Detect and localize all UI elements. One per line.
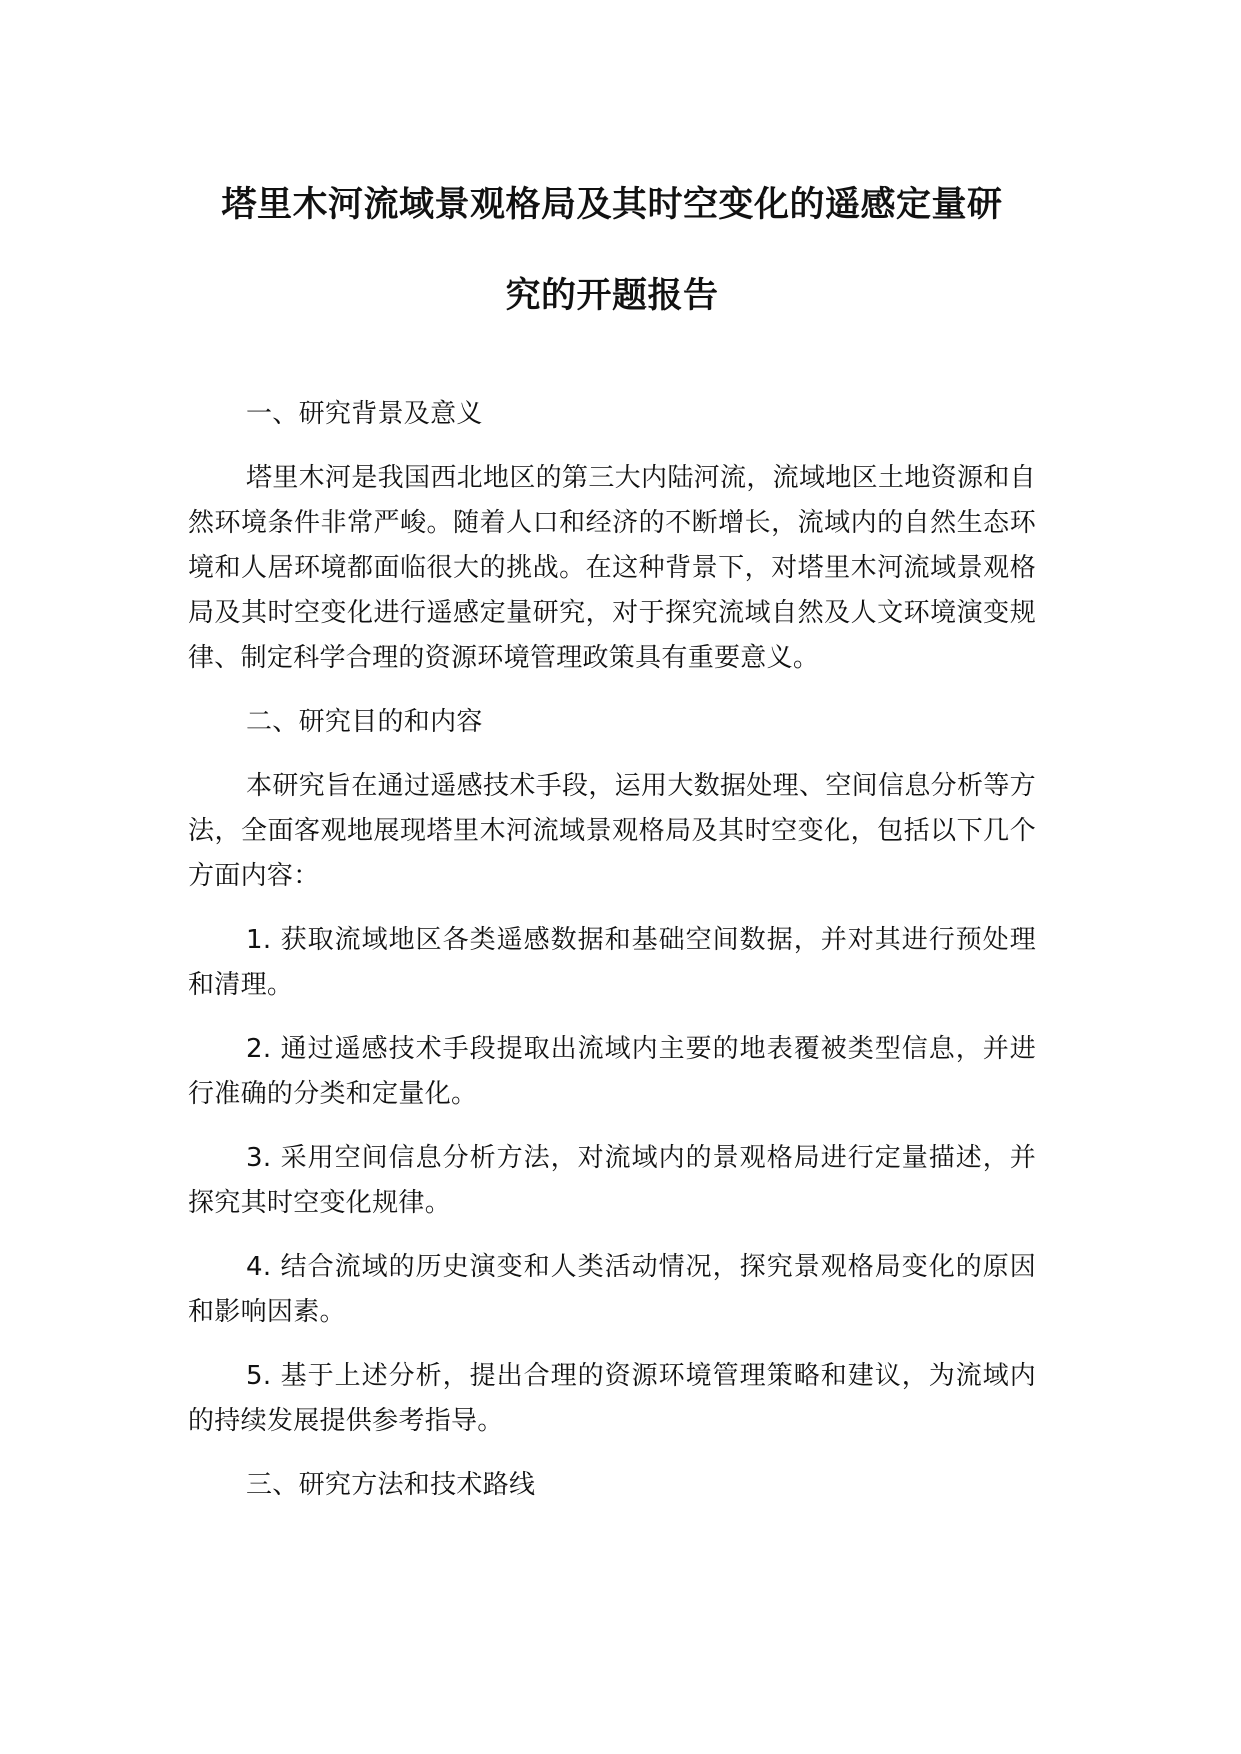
list-item: 3. 采用空间信息分析方法，对流域内的景观格局进行定量描述，并探究其时空变化规律。	[188, 1143, 1036, 1218]
section-heading-methods: 三、研究方法和技术路线	[246, 1470, 536, 1500]
paragraph-background: 塔里木河是我国西北地区的第三大内陆河流，流域地区土地资源和自然环境条件非常严峻。随着人口和经济的不断增长，流域内的自然生态环境和人居环境都面临很大的挑战。在这种背景下，对塔里木河流域景观格局及其时空变化进行遥感定量研究，对于探究流域自然及人文环境演变规律、制定科学合理的资源环境管理政策具有重要意义。	[188, 463, 1036, 673]
section-heading-objectives: 二、研究目的和内容	[246, 707, 483, 737]
list-item: 4. 结合流域的历史演变和人类活动情况，探究景观格局变化的原因和影响因素。	[188, 1252, 1036, 1327]
document-title	[188, 160, 1036, 342]
section-heading-background: 一、研究背景及意义	[246, 399, 483, 429]
paragraph-objectives-intro: 本研究旨在通过遥感技术手段，运用大数据处理、空间信息分析等方法，全面客观地展现塔里木河流域景观格局及其时空变化，包括以下几个方面内容：	[188, 771, 1036, 891]
document-page	[188, 160, 1036, 1527]
title-line-1: 塔里木河流域景观格局及其时空变化的遥感定量研	[221, 185, 1003, 225]
list-item: 5. 基于上述分析，提出合理的资源环境管理策略和建议，为流域内的持续发展提供参考指导。	[188, 1361, 1036, 1436]
list-item: 2. 通过遥感技术手段提取出流域内主要的地表覆被类型信息，并进行准确的分类和定量化。	[188, 1034, 1036, 1109]
list-item: 1. 获取流域地区各类遥感数据和基础空间数据，并对其进行预处理和清理。	[188, 925, 1036, 1000]
title-line-2: 究的开题报告	[505, 276, 719, 316]
